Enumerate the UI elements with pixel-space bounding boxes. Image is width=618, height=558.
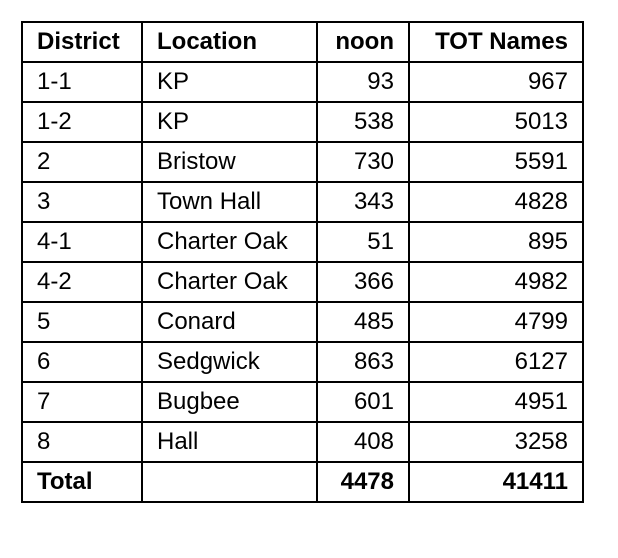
header-district: District	[22, 22, 142, 62]
district-cell: 5	[22, 302, 142, 342]
table-row	[22, 62, 583, 102]
table-row	[22, 302, 583, 342]
district-cell: 7	[22, 382, 142, 422]
header-location: Location	[142, 22, 317, 62]
table-row	[22, 182, 583, 222]
tot-names-cell: 4951	[409, 382, 583, 422]
location-cell: KP	[142, 102, 317, 142]
district-cell: 4-2	[22, 262, 142, 302]
noon-cell: 485	[317, 302, 409, 342]
tot-names-cell: 967	[409, 62, 583, 102]
district-cell: 4-1	[22, 222, 142, 262]
table-row	[22, 142, 583, 182]
noon-cell: 51	[317, 222, 409, 262]
noon-cell: 93	[317, 62, 409, 102]
tot-names-cell: 6127	[409, 342, 583, 382]
district-cell: 1-2	[22, 102, 142, 142]
tot-names-cell: 4828	[409, 182, 583, 222]
table-row	[22, 222, 583, 262]
header-row	[22, 22, 583, 62]
table-row	[22, 342, 583, 382]
district-cell: 6	[22, 342, 142, 382]
noon-cell: 343	[317, 182, 409, 222]
total-tot-names: 41411	[409, 462, 583, 502]
total-row	[22, 462, 583, 502]
total-location-cell	[142, 462, 317, 502]
total-label: Total	[22, 462, 142, 502]
tot-names-cell: 5013	[409, 102, 583, 142]
tot-names-cell: 4799	[409, 302, 583, 342]
table-row	[22, 102, 583, 142]
table-row	[22, 422, 583, 462]
district-totals-table	[21, 21, 584, 503]
header-tot-names: TOT Names	[409, 22, 583, 62]
tot-names-cell: 4982	[409, 262, 583, 302]
header-noon: noon	[317, 22, 409, 62]
noon-cell: 538	[317, 102, 409, 142]
table-row	[22, 382, 583, 422]
noon-cell: 408	[317, 422, 409, 462]
district-cell: 2	[22, 142, 142, 182]
tot-names-cell: 895	[409, 222, 583, 262]
location-cell: Hall	[142, 422, 317, 462]
location-cell: KP	[142, 62, 317, 102]
noon-cell: 730	[317, 142, 409, 182]
district-cell: 8	[22, 422, 142, 462]
noon-cell: 366	[317, 262, 409, 302]
tot-names-cell: 3258	[409, 422, 583, 462]
location-cell: Bristow	[142, 142, 317, 182]
location-cell: Bugbee	[142, 382, 317, 422]
location-cell: Conard	[142, 302, 317, 342]
noon-cell: 863	[317, 342, 409, 382]
location-cell: Charter Oak	[142, 262, 317, 302]
noon-cell: 601	[317, 382, 409, 422]
location-cell: Charter Oak	[142, 222, 317, 262]
district-cell: 1-1	[22, 62, 142, 102]
table-row	[22, 262, 583, 302]
location-cell: Sedgwick	[142, 342, 317, 382]
tot-names-cell: 5591	[409, 142, 583, 182]
total-noon: 4478	[317, 462, 409, 502]
location-cell: Town Hall	[142, 182, 317, 222]
district-cell: 3	[22, 182, 142, 222]
